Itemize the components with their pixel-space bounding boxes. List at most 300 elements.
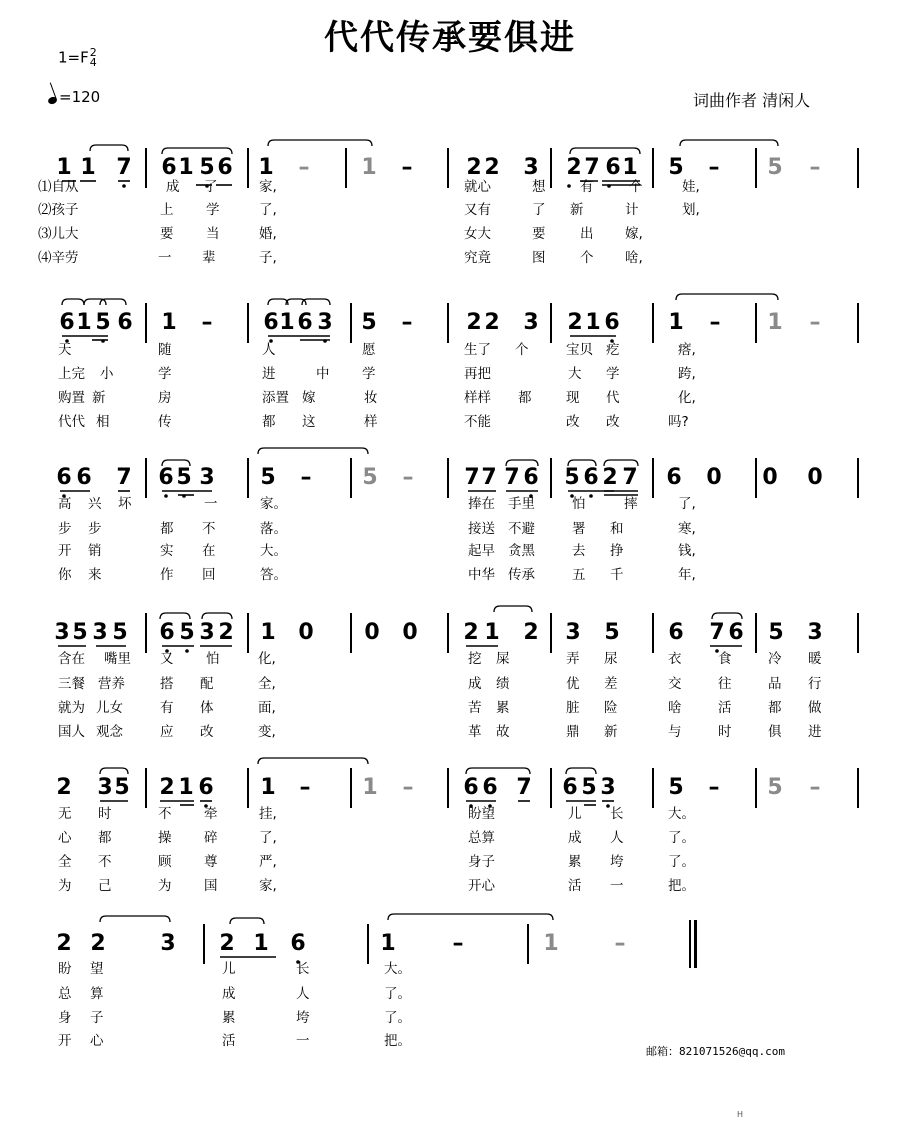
lyric-syllable: 成 <box>222 986 236 1002</box>
lyric-syllable: 革 <box>468 724 482 740</box>
jianpu-note: 2 <box>56 775 72 800</box>
lyric-syllable: 一 <box>158 250 172 266</box>
lyric-syllable: 绩 <box>496 676 510 692</box>
lyric-syllable: 了。 <box>668 854 695 870</box>
lyric-syllable: 国人 <box>58 724 85 740</box>
lyric-syllable: 贪黑 <box>508 543 535 559</box>
lyric-syllable: 新 <box>570 202 584 218</box>
lyric-syllable: 尊 <box>204 854 218 870</box>
lyric-syllable: 全, <box>258 676 276 692</box>
tie-slur <box>100 768 128 774</box>
barline <box>145 768 147 808</box>
jianpu-note: – <box>401 155 413 180</box>
lyric-syllable: 冷 <box>768 651 782 667</box>
lyric-syllable: 了。 <box>384 986 411 1002</box>
jianpu-note: 1 <box>260 775 276 800</box>
lyric-syllable: 啥 <box>668 700 682 716</box>
lyric-syllable: 人 <box>262 342 276 358</box>
jianpu-note: 6 <box>668 620 684 645</box>
tie-slur <box>90 145 128 151</box>
jianpu-note: – <box>708 155 720 180</box>
barline <box>857 458 859 498</box>
email-contact: 邮箱：821071526@qq.com <box>646 1045 785 1058</box>
lyric-syllable: 不 <box>98 854 112 870</box>
lyric-syllable: 儿 <box>568 806 582 822</box>
lyric-syllable: 为 <box>158 878 172 894</box>
lyric-syllable: 学 <box>362 366 376 382</box>
lyric-syllable: 当 <box>206 226 220 242</box>
lyric-syllable: 差 <box>604 676 618 692</box>
lyric-syllable: 己 <box>98 878 112 894</box>
lyric-syllable: 寒, <box>678 521 696 537</box>
lyric-syllable: 尿 <box>604 651 618 667</box>
lyric-syllable: 弄 <box>566 651 580 667</box>
jianpu-note: 5 <box>260 465 276 490</box>
jianpu-note: 5 <box>95 310 111 335</box>
jianpu-note: 6 <box>56 465 72 490</box>
lyric-syllable: 活 <box>222 1033 236 1049</box>
tie-slur <box>268 140 372 146</box>
lyric-syllable: 都 <box>518 390 532 406</box>
lyric-syllable: 婚, <box>259 226 277 242</box>
lyric-syllable: 大。 <box>384 961 411 977</box>
lyric-syllable: ⑵孩子 <box>38 202 79 218</box>
song-title: 代代传承要俱进 <box>324 18 576 58</box>
lyric-syllable: 代 <box>606 390 620 406</box>
lyric-syllable: 落。 <box>260 521 287 537</box>
barline <box>247 148 249 188</box>
lyric-syllable: 俱 <box>768 724 782 740</box>
barline <box>652 148 654 188</box>
lyric-syllable: 划, <box>682 202 700 218</box>
jianpu-note: 1 <box>260 620 276 645</box>
lyric-syllable: 一 <box>296 1033 310 1049</box>
lyric-syllable: 出 <box>580 226 594 242</box>
jianpu-note: 5 <box>564 465 580 490</box>
jianpu-note: 1 <box>622 155 638 180</box>
low-octave-dot <box>122 184 126 188</box>
jianpu-note: 7 <box>481 465 497 490</box>
jianpu-note: 5 <box>767 155 783 180</box>
lyric-syllable: ⑴自从 <box>38 179 79 195</box>
jianpu-note: 6 <box>117 310 133 335</box>
lyric-syllable: 嫁, <box>625 226 643 242</box>
lyric-syllable: 三餐 <box>58 676 85 692</box>
lyric-syllable: 大。 <box>668 806 695 822</box>
lyric-syllable: 总算 <box>468 830 495 846</box>
jianpu-note: 1 <box>585 310 601 335</box>
lyric-syllable: 个 <box>580 250 594 266</box>
tempo-value: =120 <box>59 88 101 106</box>
jianpu-note: 1 <box>484 620 500 645</box>
jianpu-note: – <box>401 310 413 335</box>
lyric-syllable: 儿 <box>222 961 236 977</box>
jianpu-note: – <box>809 310 821 335</box>
lyric-syllable: 学 <box>606 366 620 382</box>
lyric-syllable: 不 <box>158 806 172 822</box>
jianpu-note: 2 <box>523 620 539 645</box>
jianpu-note: 5 <box>361 310 377 335</box>
lyric-syllable: 脏 <box>566 700 580 716</box>
lyric-syllable: 高 <box>58 496 72 512</box>
lyric-syllable: 就为 <box>58 700 85 716</box>
jianpu-note: 0 <box>807 465 823 490</box>
lyric-syllable: 房 <box>158 390 172 406</box>
tie-slur <box>570 148 640 154</box>
jianpu-note: 5 <box>362 465 378 490</box>
jianpu-note: 2 <box>56 931 72 956</box>
lyric-syllable: 垮 <box>296 1010 310 1026</box>
jianpu-note: 1 <box>178 155 194 180</box>
lyric-syllable: 就心 <box>464 179 491 195</box>
jianpu-note: 7 <box>584 155 600 180</box>
lyric-syllable: 人 <box>296 986 310 1002</box>
lyric-syllable: 了 <box>204 179 218 195</box>
barline <box>350 613 352 653</box>
lyric-syllable: 都 <box>262 414 276 430</box>
barline <box>857 613 859 653</box>
lyric-syllable: 中华 <box>468 567 495 583</box>
jianpu-note: – <box>809 155 821 180</box>
jianpu-note: 1 <box>543 931 559 956</box>
jianpu-note: – <box>709 310 721 335</box>
jianpu-note: – <box>298 155 310 180</box>
lyric-syllable: 含在 <box>58 651 85 667</box>
lyric-syllable: 步 <box>58 521 72 537</box>
lyric-syllable: 一 <box>610 878 624 894</box>
lyric-syllable: 兴 <box>88 496 102 512</box>
corner-mark: H <box>737 1110 744 1119</box>
jianpu-note: 2 <box>566 155 582 180</box>
barline <box>350 303 352 343</box>
jianpu-note: 7 <box>709 620 725 645</box>
lyric-syllable: 上 <box>160 202 174 218</box>
lyric-syllable: 成 <box>166 179 180 195</box>
low-octave-dot <box>182 494 186 498</box>
lyric-syllable: 愿 <box>362 342 376 358</box>
tie-slur <box>62 299 84 305</box>
low-octave-dot <box>567 184 571 188</box>
jianpu-note: 1 <box>161 310 177 335</box>
lyric-syllable: 疙 <box>606 342 620 358</box>
barline <box>652 458 654 498</box>
jianpu-note: 3 <box>97 775 113 800</box>
lyric-syllable: 样 <box>364 414 378 430</box>
lyric-syllable: 碎 <box>204 830 218 846</box>
jianpu-note: 3 <box>160 931 176 956</box>
barline <box>447 458 449 498</box>
lyric-syllable: 牵 <box>204 806 218 822</box>
jianpu-note: 3 <box>600 775 616 800</box>
lyric-syllable: 总 <box>58 986 72 1002</box>
jianpu-note: 7 <box>622 465 638 490</box>
lyric-syllable: 屎 <box>496 651 510 667</box>
tie-slur <box>160 613 190 619</box>
jianpu-note: 0 <box>762 465 778 490</box>
lyric-syllable: 累 <box>222 1010 236 1026</box>
time-numerator: 2 <box>89 46 97 59</box>
lyric-syllable: 个 <box>629 179 643 195</box>
barline <box>447 148 449 188</box>
lyric-syllable: 跨, <box>678 366 696 382</box>
lyric-syllable: 五 <box>572 567 586 583</box>
key-label: 1=F <box>58 48 89 67</box>
barline <box>857 303 859 343</box>
lyric-syllable: 为 <box>58 878 72 894</box>
lyric-syllable: 想 <box>532 179 546 195</box>
lyric-syllable: 嫁 <box>302 390 316 406</box>
jianpu-note: 2 <box>466 155 482 180</box>
lyric-syllable: 销 <box>88 543 102 559</box>
lyric-syllable: 都 <box>768 700 782 716</box>
lyric-syllable: 吗? <box>668 414 689 430</box>
barline <box>550 458 552 498</box>
lyric-syllable: 不避 <box>508 521 535 537</box>
jianpu-note: 3 <box>523 155 539 180</box>
barline <box>247 458 249 498</box>
lyric-syllable: 你 <box>58 567 72 583</box>
jianpu-note: 2 <box>219 931 235 956</box>
lyric-syllable: 大 <box>568 366 582 382</box>
jianpu-note: – <box>299 775 311 800</box>
barline <box>367 924 369 964</box>
lyric-syllable: 不能 <box>464 414 491 430</box>
lyric-syllable: 家。 <box>260 496 287 512</box>
time-denominator: 4 <box>89 56 97 69</box>
jianpu-note: 3 <box>523 310 539 335</box>
jianpu-note: 1 <box>279 310 295 335</box>
jianpu-note: – <box>809 775 821 800</box>
lyric-syllable: 钱, <box>678 543 696 559</box>
lyric-syllable: 心 <box>58 830 72 846</box>
jianpu-note: 7 <box>504 465 520 490</box>
jianpu-note: 3 <box>317 310 333 335</box>
lyric-syllable: 苦 <box>468 700 482 716</box>
jianpu-note: 5 <box>199 155 215 180</box>
lyric-syllable: 计 <box>625 202 639 218</box>
jianpu-note: 6 <box>562 775 578 800</box>
jianpu-note: 7 <box>116 155 132 180</box>
lyric-syllable: 不 <box>202 521 216 537</box>
barline <box>652 303 654 343</box>
jianpu-note: 5 <box>179 620 195 645</box>
low-octave-dot <box>323 339 327 343</box>
jianpu-note: 3 <box>92 620 108 645</box>
jianpu-note: 5 <box>604 620 620 645</box>
lyric-syllable: 险 <box>604 700 618 716</box>
jianpu-note: 6 <box>159 620 175 645</box>
lyric-syllable: 时 <box>718 724 732 740</box>
lyric-syllable: 宝贝 <box>566 342 593 358</box>
lyric-syllable: 挣 <box>610 543 624 559</box>
lyric-syllable: 食 <box>718 651 732 667</box>
barline <box>247 613 249 653</box>
tie-slur <box>268 299 288 305</box>
barline <box>652 768 654 808</box>
tie-slur <box>258 448 368 454</box>
barline <box>145 148 147 188</box>
barline <box>857 768 859 808</box>
lyric-syllable: 摔 <box>624 496 638 512</box>
lyric-syllable: 做 <box>808 700 822 716</box>
lyric-syllable: 儿女 <box>96 700 123 716</box>
jianpu-note: 6 <box>263 310 279 335</box>
low-octave-dot <box>607 184 611 188</box>
jianpu-note: – <box>402 465 414 490</box>
barline <box>652 613 654 653</box>
lyric-syllable: 活 <box>718 700 732 716</box>
lyric-syllable: 步 <box>88 521 102 537</box>
barline <box>755 458 757 498</box>
jianpu-note: 2 <box>466 310 482 335</box>
jianpu-note: 1 <box>76 310 92 335</box>
jianpu-note: 5 <box>72 620 88 645</box>
lyric-syllable: 嘴里 <box>104 651 131 667</box>
lyric-syllable: 答。 <box>260 567 287 583</box>
lyric-syllable: 瘩, <box>678 342 696 358</box>
lyric-syllable: 怕 <box>572 496 586 512</box>
lyric-syllable: 和 <box>610 521 624 537</box>
jianpu-note: 0 <box>298 620 314 645</box>
tie-slur <box>676 294 778 300</box>
lyric-syllable: 配 <box>200 676 214 692</box>
barline <box>755 148 757 188</box>
barline <box>550 768 552 808</box>
jianpu-note: 6 <box>59 310 75 335</box>
lyric-syllable: ⑶儿大 <box>38 226 79 242</box>
lyric-syllable: 实 <box>160 543 174 559</box>
jianpu-note: 5 <box>767 775 783 800</box>
lyric-syllable: 了, <box>678 496 696 512</box>
jianpu-note: 6 <box>728 620 744 645</box>
barline <box>447 613 449 653</box>
lyric-syllable: 行 <box>808 676 822 692</box>
jianpu-note: 6 <box>290 931 306 956</box>
lyric-syllable: 娃, <box>682 179 700 195</box>
lyric-syllable: 往 <box>718 676 732 692</box>
lyric-syllable: 家, <box>259 179 277 195</box>
barline <box>755 613 757 653</box>
lyric-syllable: 有 <box>160 700 174 716</box>
jianpu-note: 0 <box>402 620 418 645</box>
barline <box>145 458 147 498</box>
lyric-syllable: 子 <box>90 1010 104 1026</box>
jianpu-note: 6 <box>583 465 599 490</box>
jianpu-note: 1 <box>380 931 396 956</box>
jianpu-note: 2 <box>218 620 234 645</box>
tie-slur <box>566 768 596 774</box>
lyric-syllable: 面, <box>258 700 276 716</box>
jianpu-note: 5 <box>176 465 192 490</box>
jianpu-note: 1 <box>767 310 783 335</box>
lyric-syllable: 累 <box>568 854 582 870</box>
tie-slur <box>712 613 742 619</box>
lyric-syllable: 千 <box>610 567 624 583</box>
lyric-syllable: 无 <box>58 806 72 822</box>
lyric-syllable: 女大 <box>464 226 491 242</box>
low-octave-dot <box>589 494 593 498</box>
lyric-syllable: 故 <box>496 724 510 740</box>
tie-slur <box>162 148 232 154</box>
jianpu-note: 6 <box>158 465 174 490</box>
lyric-syllable: 垮 <box>610 854 624 870</box>
lyric-syllable: 化, <box>678 390 696 406</box>
lyric-syllable: 图 <box>532 250 546 266</box>
jianpu-note: 7 <box>116 465 132 490</box>
lyric-syllable: 品 <box>768 676 782 692</box>
lyric-syllable: 人 <box>610 830 624 846</box>
jianpu-note: 6 <box>482 775 498 800</box>
jianpu-note: 2 <box>602 465 618 490</box>
lyric-syllable: 挂, <box>259 806 277 822</box>
lyric-syllable: 了。 <box>384 1010 411 1026</box>
jianpu-note: 6 <box>666 465 682 490</box>
lyric-syllable: 又有 <box>464 202 491 218</box>
jianpu-note: 3 <box>54 620 70 645</box>
tie-slur <box>494 606 532 612</box>
jianpu-note: 0 <box>706 465 722 490</box>
jianpu-note: 2 <box>159 775 175 800</box>
lyric-syllable: 在 <box>202 543 216 559</box>
jianpu-note: 6 <box>161 155 177 180</box>
jianpu-note: 6 <box>605 155 621 180</box>
lyric-syllable: 生了 <box>464 342 491 358</box>
lyric-syllable: 作 <box>160 567 174 583</box>
lyric-syllable: 成 <box>568 830 582 846</box>
jianpu-note: – <box>402 775 414 800</box>
barline <box>350 768 352 808</box>
lyric-syllable: 啥, <box>625 250 643 266</box>
jianpu-note: 5 <box>581 775 597 800</box>
lyric-syllable: 辈 <box>202 250 216 266</box>
jianpu-note: – <box>201 310 213 335</box>
jianpu-note: 2 <box>567 310 583 335</box>
lyric-syllable: 顾 <box>158 854 172 870</box>
lyric-syllable: 长 <box>610 806 624 822</box>
jianpu-note: 5 <box>114 775 130 800</box>
barline <box>145 613 147 653</box>
lyric-syllable: 把。 <box>384 1033 411 1049</box>
barline <box>447 768 449 808</box>
barline <box>550 613 552 653</box>
jianpu-note: 3 <box>199 465 215 490</box>
lyric-syllable: 相 <box>96 414 110 430</box>
lyric-syllable: 去 <box>572 543 586 559</box>
lyric-syllable: 观念 <box>96 724 123 740</box>
lyric-syllable: 天 <box>58 342 72 358</box>
lyric-syllable: 究竟 <box>464 250 491 266</box>
lyric-syllable: 子, <box>259 250 277 266</box>
jianpu-note: 6 <box>198 775 214 800</box>
jianpu-note: 6 <box>523 465 539 490</box>
lyric-syllable: 望 <box>90 961 104 977</box>
jianpu-note: 0 <box>364 620 380 645</box>
lyric-syllable: 回 <box>202 567 216 583</box>
lyric-syllable: 传承 <box>508 567 535 583</box>
jianpu-note: 1 <box>668 310 684 335</box>
lyric-syllable: 中 <box>316 366 330 382</box>
lyric-syllable: 这 <box>302 414 316 430</box>
lyric-syllable: 了, <box>259 202 277 218</box>
lyric-syllable: 署 <box>572 521 586 537</box>
lyric-syllable: 鼎 <box>566 724 580 740</box>
lyric-syllable: 交 <box>668 676 682 692</box>
lyric-syllable: 来 <box>88 567 102 583</box>
jianpu-note: 6 <box>76 465 92 490</box>
author-credit: 词曲作者 清闲人 <box>693 91 811 110</box>
lyric-syllable: 现 <box>566 390 580 406</box>
jianpu-note: 5 <box>668 155 684 180</box>
